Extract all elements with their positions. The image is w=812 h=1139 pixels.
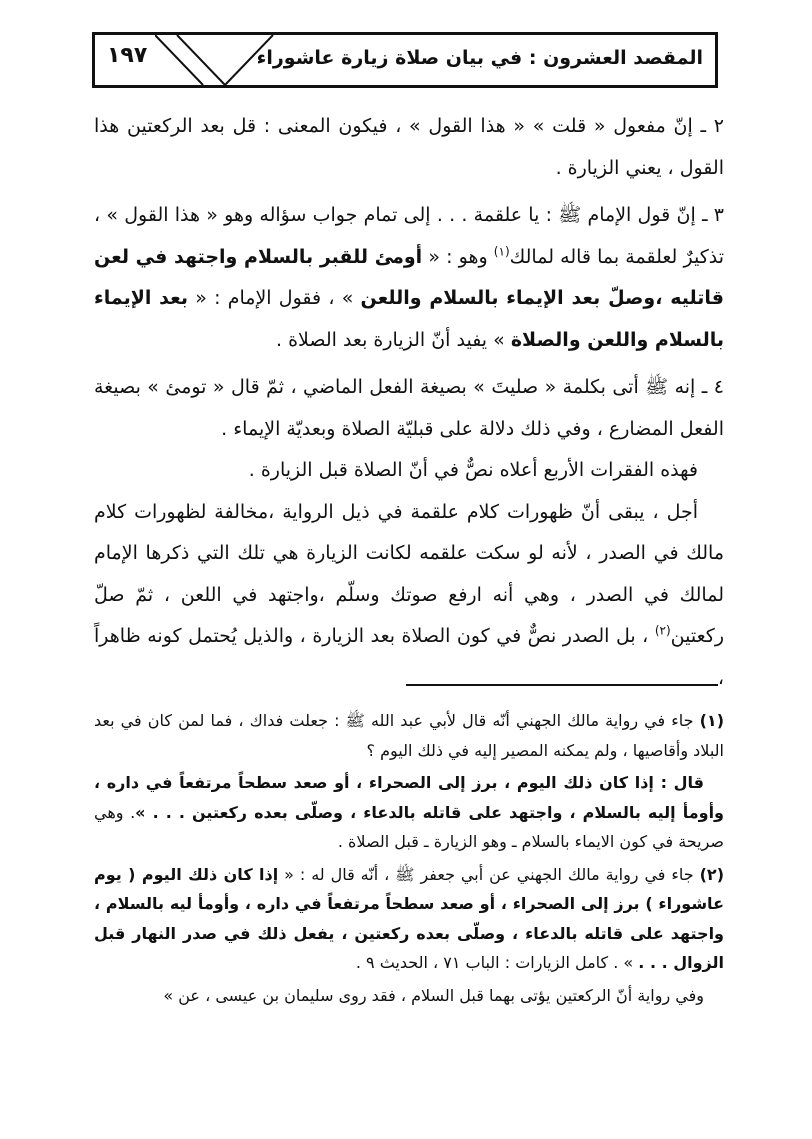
footnote-2 bbox=[94, 860, 724, 978]
footnote-1 bbox=[94, 706, 724, 765]
paragraph-6-text: أجل ، يبقى أنّ ظهورات كلام علقمة في ذيل الرواية ،مخالفة لظهورات كلام مالك في الصدر ، لأنه لو سكت علقمه لكانت الزيارة هي تلك التي ذكرها الإمام لمالك في الصدر ، وهي أنه ارفع صوتك وسلّم ،واجتهد في اللعن ، ثمّ صلّ ركعتين bbox=[94, 500, 724, 647]
footnote-number: (٢) bbox=[699, 864, 724, 884]
paragraph-5: فهذه الفقرات الأربع أعلاه نصٌّ في أنّ الصلاة قبل الزيارة . bbox=[248, 459, 698, 481]
footnote-2-text: جاء في رواية مالك الجهني عن أبي جعفر ﷺ ، أنّه قال له : « bbox=[278, 864, 700, 884]
footnote-separator bbox=[406, 684, 718, 686]
paragraph-6-text-b: ، بل الصدر نصٌّ في كون الصلاة بعد الزيارة ، والذيل يُحتمل كونه ظاهراً ، bbox=[94, 625, 724, 689]
footnote-1-text: جاء في رواية مالك الجهني أنّه قال لأبي عبد الله ﷺ : جعلت فداك ، فما لمن كان في بعد البلاد وأقاصيها ، ولم يمكنه المصير إليه في ذلك اليوم ؟ bbox=[94, 711, 724, 760]
paragraph-3-text-c: » ، فقول الإمام : « bbox=[188, 287, 361, 309]
footnote-2-bold: إذا كان ذلك اليوم ( يوم عاشوراء ) برز إلى الصحراء ، أو صعد سطحاً مرتفعاً في داره ، وأومأ ليه بالسلام ، واجتهد على قاتله بالدعاء ، وصلّى بعده ركعتين ، يفعل ذلك في صدر النهار قبل الزوال . . . bbox=[94, 864, 724, 972]
footnote-1-quote bbox=[94, 768, 724, 857]
footnote-ref-1[interactable]: (١) bbox=[493, 244, 510, 259]
paragraph-3-text: ٣ ـ إنّ قول الإمام ﷺ : يا علقمة . . . إلى تمام جواب سؤاله وهو « هذا القول » ، تذكيرٌ لعلقمة بما قاله لمالك bbox=[94, 204, 724, 268]
footnote-1-tail: . وهي صريحة في كون الايماء بالسلام ـ وهو الزيارة ـ قبل الصلاة . bbox=[94, 802, 724, 851]
main-text bbox=[94, 106, 724, 699]
paragraph-2: ٢ ـ إنّ مفعول « قلت » « هذا القول » ، فيكون المعنى : قل بعد الركعتين هذا القول ، يعني الزيارة . bbox=[94, 115, 724, 179]
running-header bbox=[92, 32, 718, 88]
paragraph-4: ٤ ـ إنه ﷺ أتى بكلمة « صليتَ » بصيغة الفعل الماضي ، ثمّ قال « تومئ » بصيغة الفعل المضارع ، وفي ذلك دلالة على قبليّة الصلاة وبعديّة الإيماء . bbox=[94, 376, 724, 440]
footnote-1-quote-bold: قال : إذا كان ذلك اليوم ، برز إلى الصحراء ، أو صعد سطحاً مرتفعاً في داره ، وأومأ إليه بالسلام ، واجتهد على قاتله بالدعاء ، وصلّى بعده ركعتين . . . » bbox=[94, 773, 725, 822]
footnote-3: وفي رواية أنّ الركعتين يؤتى بهما قبل السلام ، فقد روى سليمان بن عيسى ، عن » bbox=[163, 985, 704, 1005]
paragraph-6 bbox=[94, 492, 724, 700]
footnotes bbox=[94, 706, 724, 1010]
header-ornament bbox=[155, 35, 275, 85]
footnote-number: (١) bbox=[699, 711, 724, 730]
paragraph-3-text-d: » يفيد أنّ الزيارة بعد الصلاة . bbox=[276, 328, 511, 351]
quoted-text-bold: أومئ للقبر بالسلام واجتهد في لعن قاتليه ،وصلّ بعد الإيماء بالسلام واللعن bbox=[94, 245, 724, 309]
quoted-text-bold-2: بعد الإيماء بالسلام واللعن والصلاة bbox=[94, 287, 724, 351]
footnote-2-source: » . كامل الزيارات : الباب ٧١ ، الحديث ٩ . bbox=[355, 953, 639, 972]
paragraph-3-text-b: وهو : « bbox=[422, 245, 494, 268]
chapter-title: المقصد العشرون : في بيان صلاة زيارة عاشوراء bbox=[256, 47, 703, 69]
page-number: ١٩٧ bbox=[107, 43, 148, 68]
footnote-ref-2[interactable]: (٢) bbox=[654, 623, 671, 638]
paragraph-3 bbox=[94, 195, 724, 361]
